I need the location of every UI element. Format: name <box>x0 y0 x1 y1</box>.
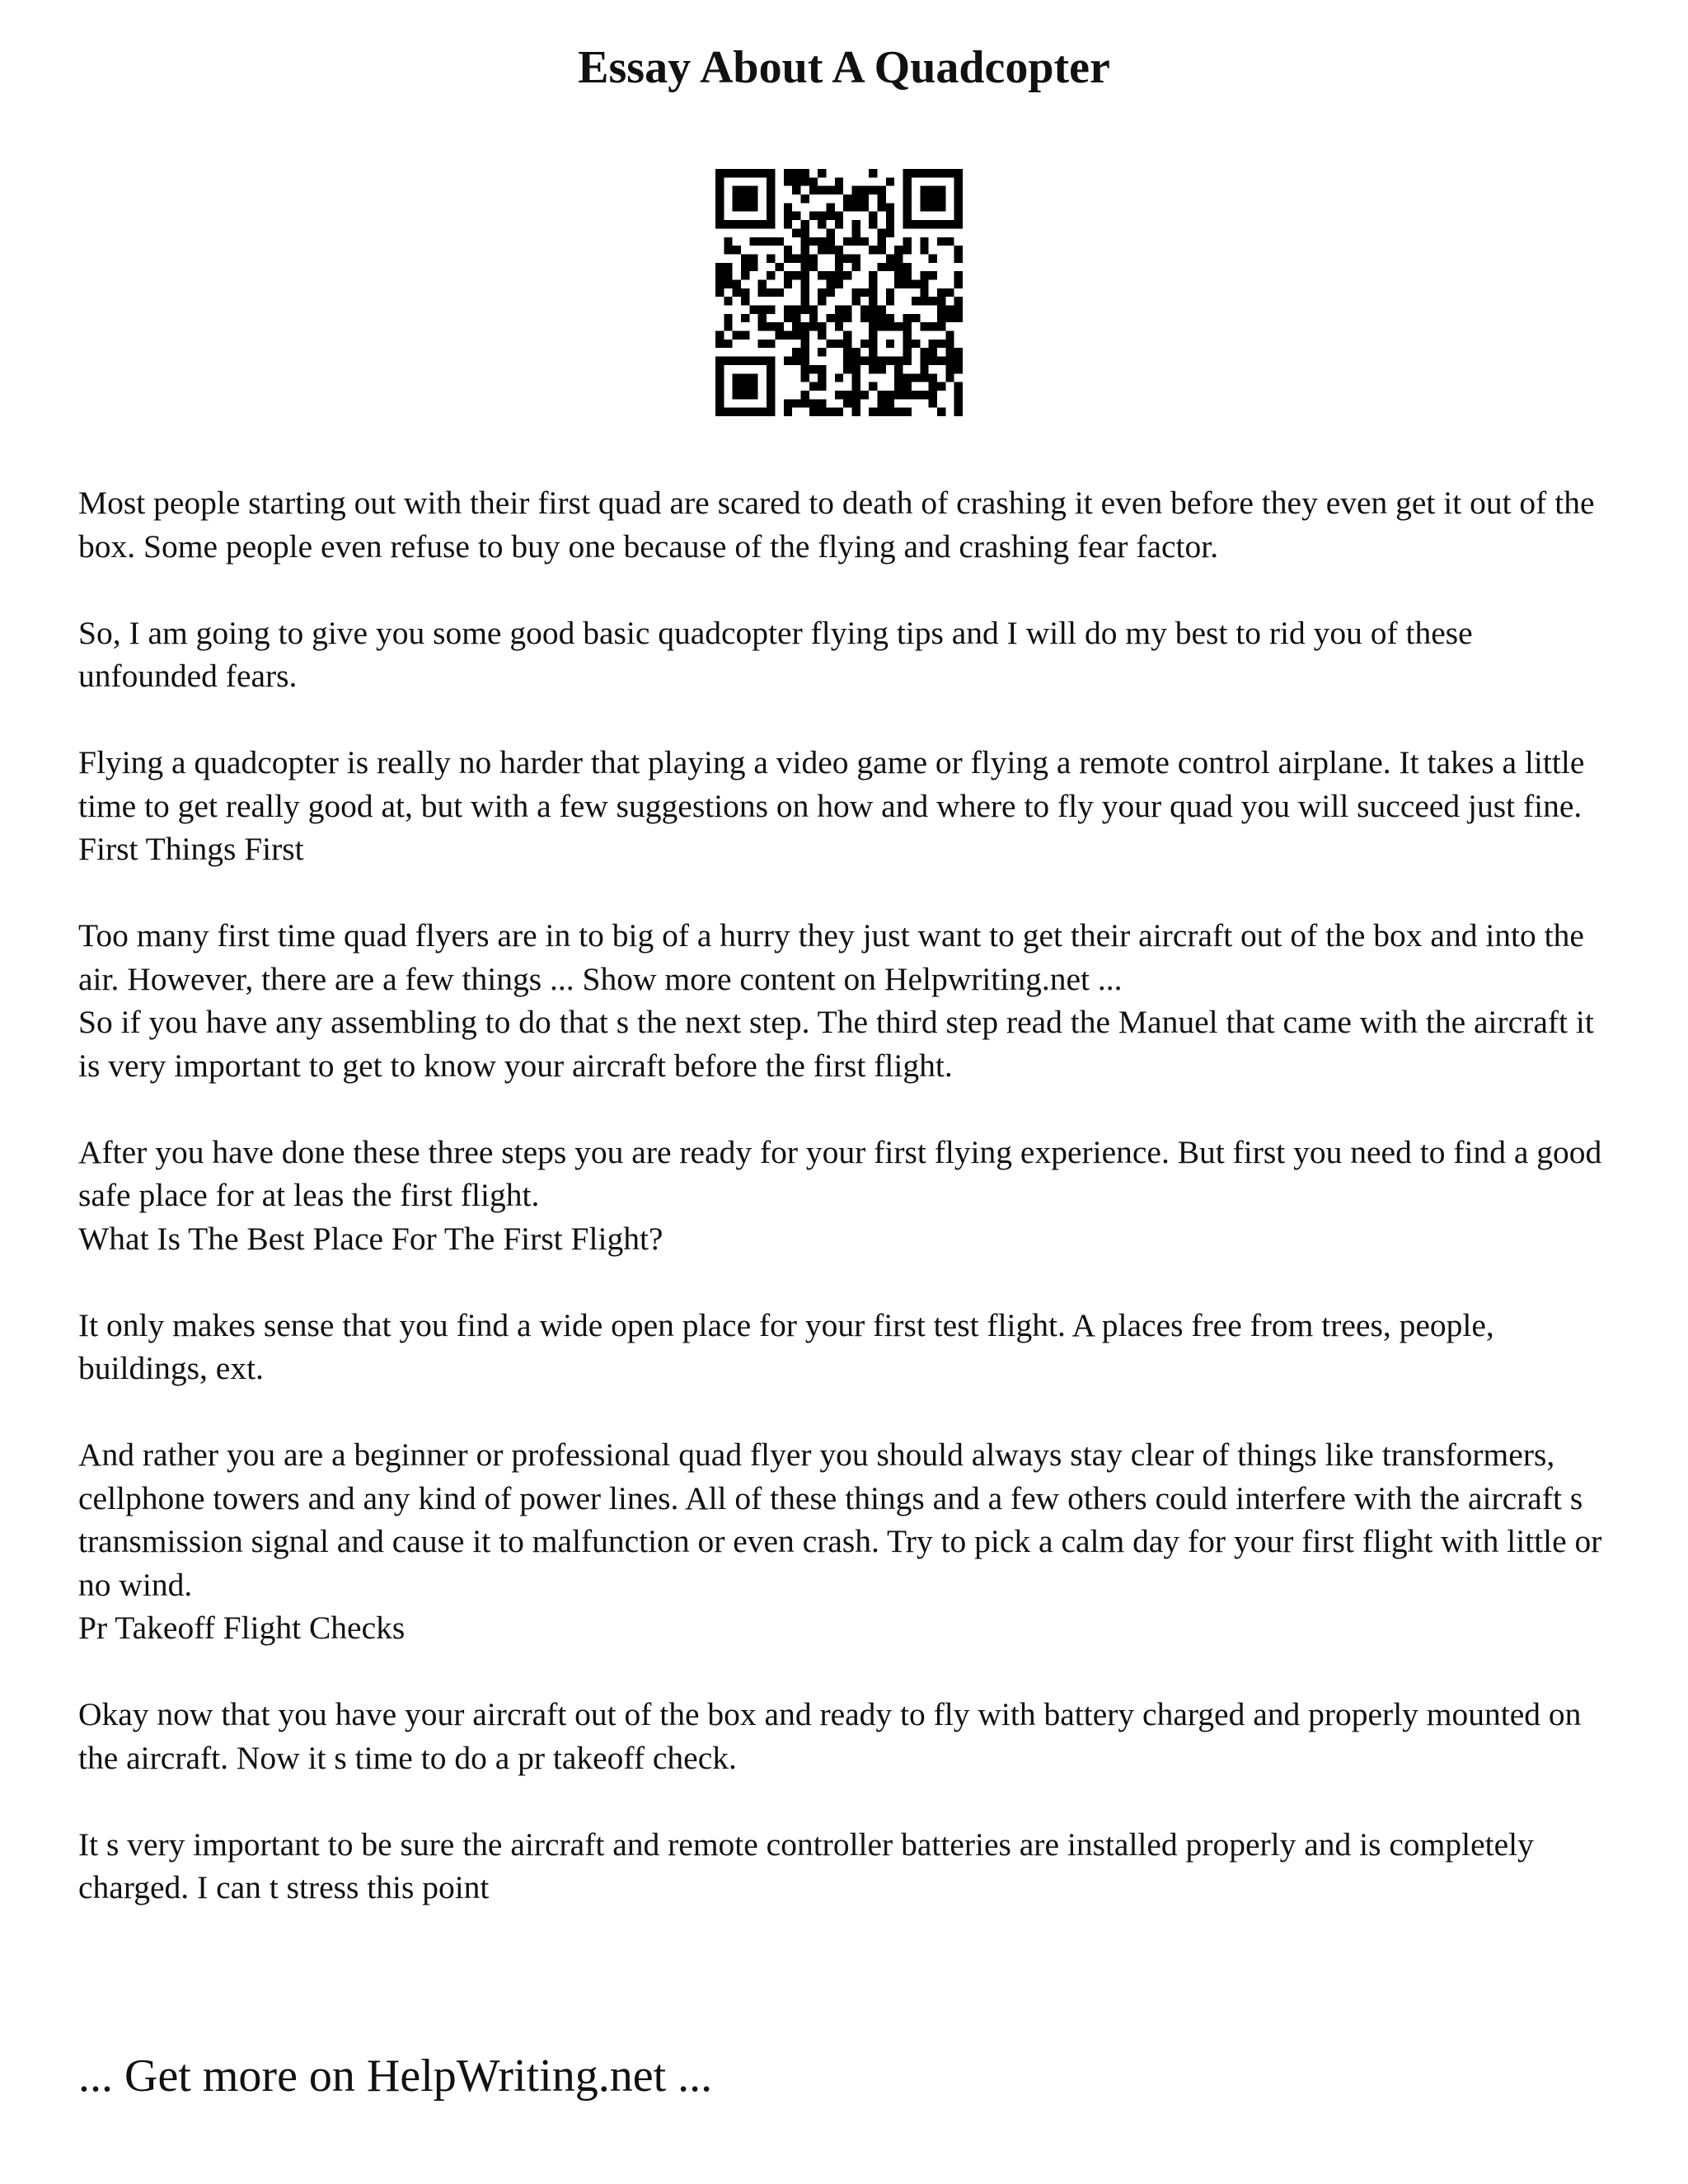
section-heading: Pr Takeoff Flight Checks <box>78 1610 406 1646</box>
essay-body <box>78 481 1620 1910</box>
section-heading: What Is The Best Place For The First Flight? <box>78 1220 663 1257</box>
paragraph: Most people starting out with their first quad are scared to death of crashing it even before they even get it out of the box. Some people even refuse to buy one because of the flying and crashing fear factor. <box>78 485 1595 565</box>
paragraph: And rather you are a beginner or professional quad flyer you should always stay clear of things like transformers, cellphone towers and any kind of power lines. All of these things and a few others could interfere with the aircraft s transmission signal and cause it to malfunction or even crash. Try to pick a calm day for your first flight with little or no wind. <box>78 1436 1602 1603</box>
paragraph: It only makes sense that you find a wide open place for your first test flight. A places free from trees, people, buildings, ext. <box>78 1306 1494 1386</box>
paragraph: So if you have any assembling to do that s the next step. The third step read the Manuel that came with the aircraft it is very important to get to know your aircraft before the first flight. <box>78 1004 1594 1084</box>
get-more-link[interactable]: ... Get more on HelpWriting.net ... <box>78 2050 713 2102</box>
paragraph: After you have done these three steps you are ready for your first flying experience. But first you need to find a good safe place for at leas the first flight. <box>78 1133 1602 1213</box>
page-title: Essay About A Quadcopter <box>578 42 1110 93</box>
paragraph: Flying a quadcopter is really no harder that playing a video game or flying a remote control airplane. It takes a little time to get really good at, but with a few suggestions on how and where to fly your quad you will succeed just fine. <box>78 744 1585 824</box>
paragraph: Okay now that you have your aircraft out of the box and ready to fly with battery charged and properly mounted on the aircraft. Now it s time to do a pr takeoff check. <box>78 1696 1582 1776</box>
section-heading: First Things First <box>78 831 304 867</box>
paragraph: So, I am going to give you some good basic quadcopter flying tips and I will do my best to rid you of these unfounded fears. <box>78 614 1473 694</box>
paragraph: Too many first time quad flyers are in to big of a hurry they just want to get their aircraft out of the box and into the air. However, there are a few things ... Show more content on Helpwriting.net ... <box>78 917 1584 997</box>
paragraph: It s very important to be sure the aircraft and remote controller batteries are installed properly and is completely charged. I can t stress this point <box>78 1825 1534 1905</box>
qr-code-icon <box>715 169 963 416</box>
